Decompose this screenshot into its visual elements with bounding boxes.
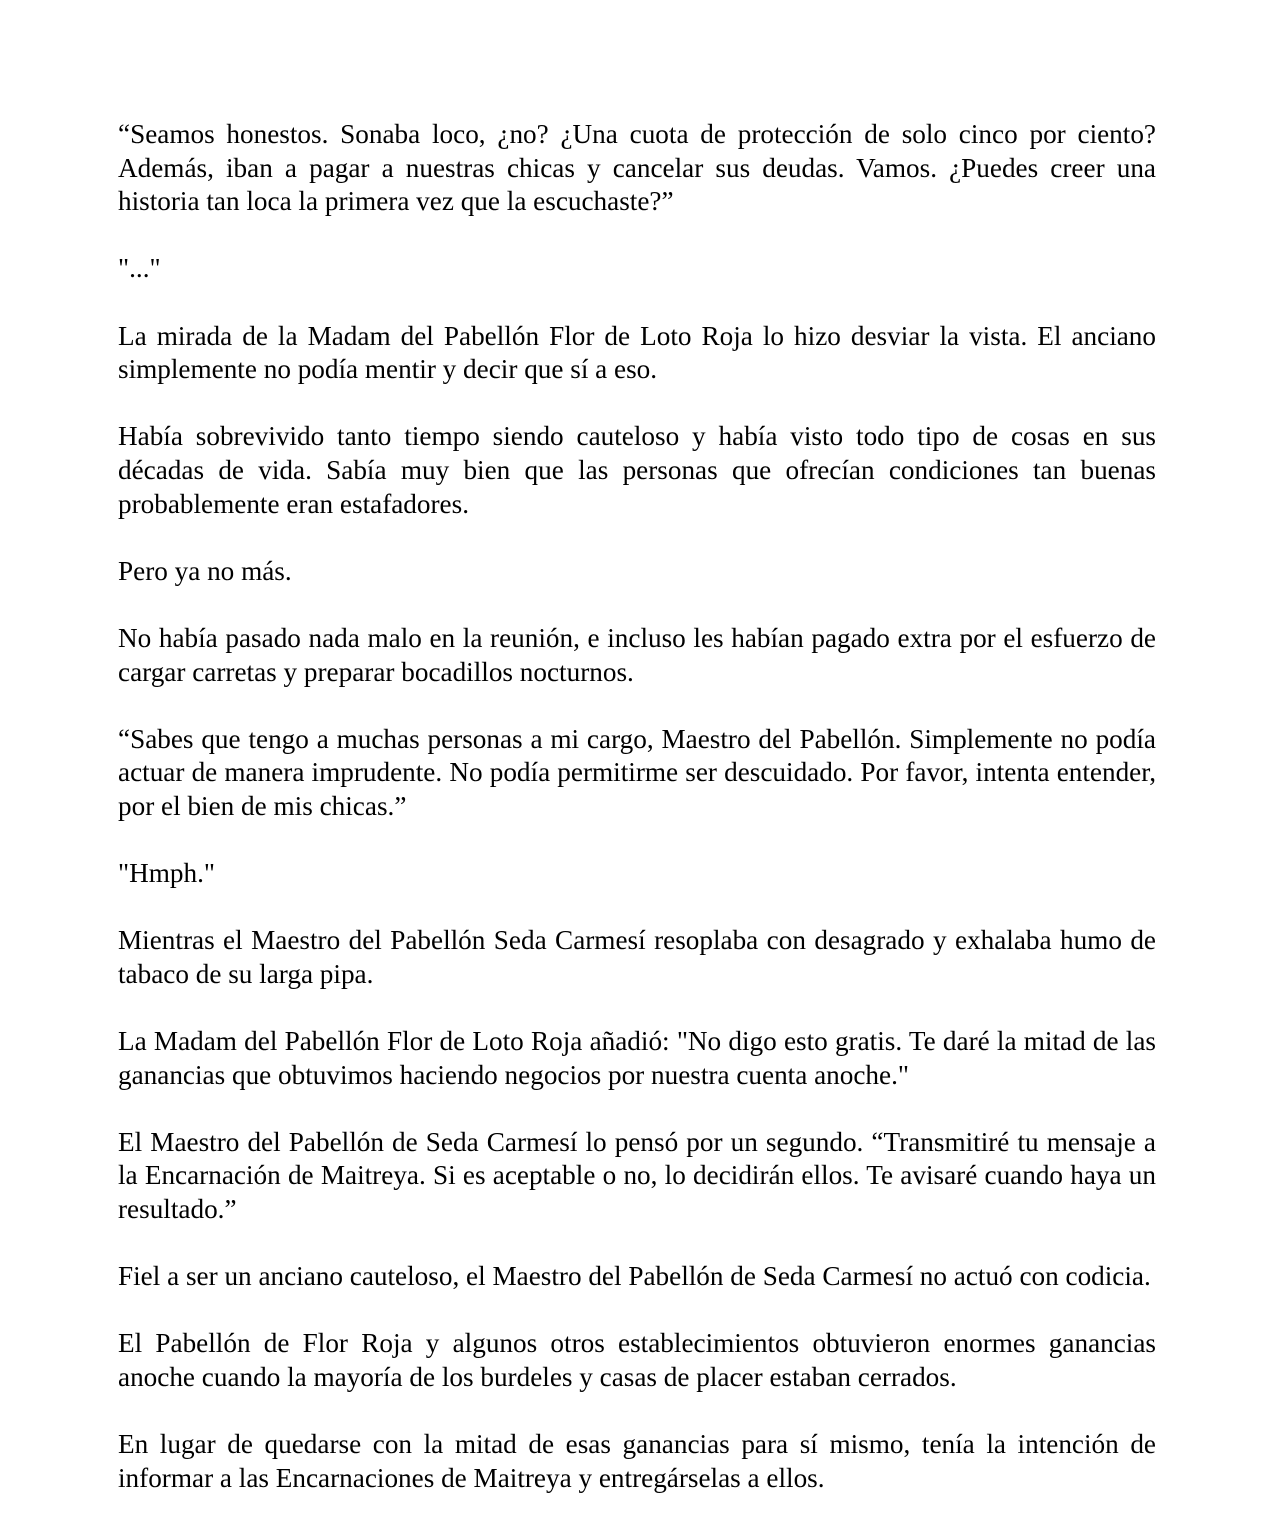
paragraph: “Seamos honestos. Sonaba loco, ¿no? ¿Una cuota de protección de solo cinco por ciento? Además, iban a pagar a nuestras chicas y cancelar sus deudas. Vamos. ¿Puedes creer una historia tan loca la primera vez que la escuchaste?” xyxy=(118,119,1156,217)
paragraph: "..." xyxy=(118,253,161,284)
paragraph: Fiel a ser un anciano cauteloso, el Maestro del Pabellón de Seda Carmesí no actuó con codicia. xyxy=(118,1261,1151,1292)
paragraph: "Hmph." xyxy=(118,858,215,889)
paragraph: Mientras el Maestro del Pabellón Seda Carmesí resoplaba con desagrado y exhalaba humo de tabaco de su larga pipa. xyxy=(118,925,1156,989)
paragraph: El Maestro del Pabellón de Seda Carmesí lo pensó por un segundo. “Transmitiré tu mensaje a la Encarnación de Maitreya. Si es aceptable o no, lo decidirán ellos. Te avisaré cuando haya un resultado.” xyxy=(118,1126,1156,1224)
paragraph: Había sobrevivido tanto tiempo siendo cauteloso y había visto todo tipo de cosas en sus décadas de vida. Sabía muy bien que las personas que ofrecían condiciones tan buenas probablemente eran estafadores. xyxy=(118,421,1156,519)
paragraph: La mirada de la Madam del Pabellón Flor de Loto Roja lo hizo desviar la vista. El anciano simplemente no podía mentir y decir que sí a eso. xyxy=(118,320,1156,385)
document-body xyxy=(118,118,1156,1515)
paragraph: El Pabellón de Flor Roja y algunos otros establecimientos obtuvieron enormes ganancias anoche cuando la mayoría de los burdeles y casas de placer estaban cerrados. xyxy=(118,1328,1156,1392)
paragraph: No había pasado nada malo en la reunión, e incluso les habían pagado extra por el esfuerzo de cargar carretas y preparar bocadillos nocturnos. xyxy=(118,622,1156,687)
paragraph: “Sabes que tengo a muchas personas a mi cargo, Maestro del Pabellón. Simplemente no podía actuar de manera imprudente. No podía permitirme ser descuidado. Por favor, intenta entender, por el bien de mis chicas.” xyxy=(118,723,1156,821)
paragraph: La Madam del Pabellón Flor de Loto Roja añadió: "No digo esto gratis. Te daré la mitad de las ganancias que obtuvimos haciendo negocios por nuestra cuenta anoche." xyxy=(118,1026,1156,1090)
paragraph: Pero ya no más. xyxy=(118,555,292,586)
paragraph: En lugar de quedarse con la mitad de esas ganancias para sí mismo, tenía la intención de informar a las Encarnaciones de Maitreya y entregárselas a ellos. xyxy=(118,1429,1156,1493)
